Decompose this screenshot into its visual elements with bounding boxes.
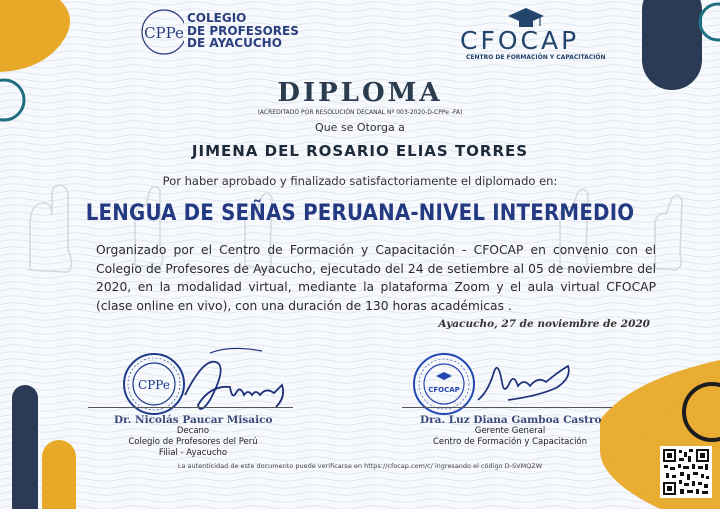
left-signatory-name: Dr. Nicolás Paucar Misaico	[114, 414, 273, 426]
left-stamp-monogram: CPPe	[138, 378, 170, 392]
left-signature	[170, 345, 300, 420]
left-signatory-role3: Filial - Ayacucho	[158, 448, 228, 458]
colegio-logo-line1: COLEGIO	[187, 11, 247, 25]
colegio-logo-line3: DE AYACUCHO	[187, 36, 282, 50]
cfocap-logo-subtitle: CENTRO DE FORMACIÓN Y CAPACITACIÓN	[466, 54, 606, 61]
right-signatory-role2: Centro de Formación y Capacitación	[432, 437, 588, 447]
qr-code[interactable]	[660, 446, 712, 498]
left-signatory-role2: Colegio de Profesores del Perú	[128, 437, 258, 447]
right-signatory-name: Dra. Luz Diana Gamboa Castro	[420, 414, 602, 426]
right-signatory-role1: Gerente General	[474, 426, 546, 436]
completion-statement: Por haber aprobado y finalizado satisfactoriamente el diplomado en:	[162, 174, 558, 188]
place-and-date: Ayacucho, 27 de noviembre de 2020	[438, 318, 650, 330]
qr-code-icon	[662, 448, 710, 496]
accreditation-note: (ACREDITADO POR RESOLUCIÓN DECANAL Nº 003-2020-D-CPPe -FA)	[257, 109, 463, 116]
colegio-logo-text	[187, 12, 299, 50]
recipient-name: JIMENA DEL ROSARIO ELIAS TORRES	[191, 142, 529, 160]
diploma-title: DIPLOMA	[277, 78, 443, 108]
verification-note: La autenticidad de este documento puede verificarse en https://cfocap.com/c/ ingresando el código D-SVMQZW	[177, 462, 543, 470]
colegio-logo-line2: DE PROFESORES	[187, 23, 299, 38]
left-signatory-role1: Decano	[176, 426, 210, 436]
left-signature-line	[88, 407, 293, 408]
right-signature	[468, 352, 578, 412]
awarded-to-label: Que se Otorga a	[315, 121, 405, 134]
right-signature-line	[402, 407, 612, 408]
cfocap-logo-text: CFOCAP	[460, 26, 580, 55]
right-stamp-label: CFOCAP	[428, 386, 460, 394]
course-title: LENGUA DE SEÑAS PERUANA-NIVEL INTERMEDIO	[85, 201, 635, 226]
right-signatory-roles	[430, 426, 590, 448]
course-description: Organizado por el Centro de Formación y Capacitación - CFOCAP en convenio con el Colegio de Profesores de Ayacucho, ejecutado del 24 de setiembre al 05 de noviembre del 2020, en la modalidad virtual, mediante la plataforma Zoom y el aula virtual CFOCAP (clase online en vivo), con una duración de 130 horas académicas .	[96, 243, 656, 313]
colegio-logo-monogram: CPPe	[144, 24, 184, 42]
colegio-logo-mark	[140, 8, 184, 56]
left-signatory-roles	[118, 426, 268, 459]
